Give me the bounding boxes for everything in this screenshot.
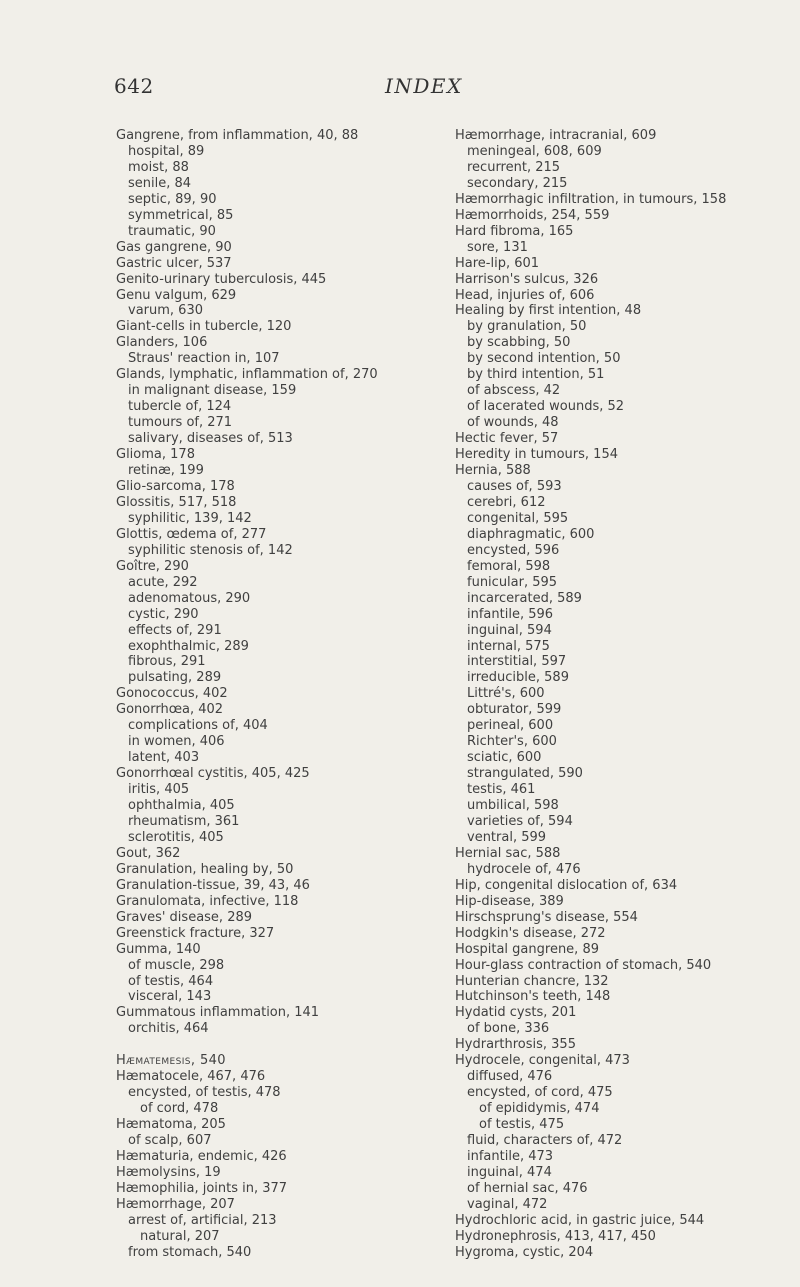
index-subentry: complications of, 404 bbox=[128, 718, 268, 734]
index-subentry: of testis, 464 bbox=[128, 973, 214, 989]
index-subentry: of cord, 478 bbox=[140, 1101, 219, 1117]
index-subentry: sore, 131 bbox=[467, 239, 528, 255]
index-subentry: Littré's, 600 bbox=[467, 686, 545, 702]
index-entry: Glossitis, 517, 518 bbox=[116, 494, 237, 510]
index-entry: Hare-lip, 601 bbox=[455, 255, 540, 271]
index-subentry: meningeal, 608, 609 bbox=[467, 143, 602, 159]
index-subentry: hydrocele of, 476 bbox=[467, 861, 581, 877]
index-subentry: perineal, 600 bbox=[467, 718, 554, 734]
index-subentry: sciatic, 600 bbox=[467, 750, 542, 766]
index-entry: Hectic fever, 57 bbox=[455, 431, 559, 447]
index-entry: Hæmatoma, 205 bbox=[116, 1117, 226, 1133]
index-subentry: effects of, 291 bbox=[128, 622, 222, 638]
index-entry: Gastric ulcer, 537 bbox=[116, 255, 232, 271]
index-subentry: infantile, 473 bbox=[467, 1149, 554, 1164]
index-entry: Hospital gangrene, 89 bbox=[455, 941, 599, 957]
index-entry: Glioma, 178 bbox=[116, 447, 195, 463]
index-subentry: inguinal, 594 bbox=[467, 622, 552, 638]
index-subentry: symmetrical, 85 bbox=[128, 207, 234, 223]
index-subentry: varieties of, 594 bbox=[467, 813, 573, 829]
index-entry: Genito-urinary tuberculosis, 445 bbox=[116, 271, 327, 287]
index-subentry: salivary, diseases of, 513 bbox=[128, 431, 293, 447]
index-column-right bbox=[455, 128, 795, 1261]
index-entry: Granulation-tissue, 39, 43, 46 bbox=[116, 877, 310, 893]
index-subentry: hospital, 89 bbox=[128, 143, 205, 159]
index-subentry: rheumatism, 361 bbox=[128, 813, 240, 829]
index-entry: Giant-cells in tubercle, 120 bbox=[116, 319, 292, 335]
index-subentry: pulsating, 289 bbox=[128, 670, 222, 686]
index-subentry: infantile, 596 bbox=[467, 606, 554, 622]
index-subentry: ophthalmia, 405 bbox=[128, 798, 235, 814]
index-entry: Granulation, healing by, 50 bbox=[116, 861, 294, 877]
index-subentry: inguinal, 474 bbox=[467, 1164, 552, 1180]
index-subentry: arrest of, artificial, 213 bbox=[128, 1212, 277, 1228]
index-subentry: funicular, 595 bbox=[467, 574, 558, 590]
index-subentry: of bone, 336 bbox=[467, 1021, 550, 1037]
index-entry: Hernia, 588 bbox=[455, 463, 531, 479]
index-subentry: in women, 406 bbox=[128, 734, 225, 750]
index-subentry: internal, 575 bbox=[467, 638, 550, 654]
index-entry: Hæmatemesis, 540 bbox=[116, 1053, 226, 1069]
index-entry: Granulomata, infective, 118 bbox=[116, 893, 299, 909]
index-entry: Hydrarthrosis, 355 bbox=[455, 1037, 576, 1053]
index-subentry: fluid, characters of, 472 bbox=[467, 1133, 623, 1149]
index-entry: Hydronephrosis, 413, 417, 450 bbox=[455, 1228, 656, 1244]
index-subentry: moist, 88 bbox=[128, 159, 189, 175]
index-subentry: of abscess, 42 bbox=[467, 383, 561, 399]
index-subentry: strangulated, 590 bbox=[467, 766, 583, 782]
index-subentry: syphilitic, 139, 142 bbox=[128, 510, 252, 526]
index-subentry: orchitis, 464 bbox=[128, 1021, 209, 1037]
index-entry: Hirschsprung's disease, 554 bbox=[455, 909, 638, 925]
index-subentry: incarcerated, 589 bbox=[467, 590, 582, 606]
index-subentry: femoral, 598 bbox=[467, 558, 551, 574]
index-entry: Head, injuries of, 606 bbox=[455, 287, 595, 303]
section-gap bbox=[116, 1037, 446, 1053]
index-subentry: umbilical, 598 bbox=[467, 798, 559, 814]
index-subentry: acute, 292 bbox=[128, 574, 198, 590]
index-column-left bbox=[116, 128, 446, 1261]
index-entry: Hard fibroma, 165 bbox=[455, 223, 574, 239]
index-entry: Hygroma, cystic, 204 bbox=[455, 1244, 594, 1260]
index-subentry: encysted, 596 bbox=[467, 542, 560, 558]
index-subentry: of wounds, 48 bbox=[467, 415, 559, 431]
index-subentry: of testis, 475 bbox=[479, 1117, 565, 1133]
index-entry: Healing by first intention, 48 bbox=[455, 303, 642, 319]
page-number: 642 bbox=[114, 74, 154, 98]
index-entry: Genu valgum, 629 bbox=[116, 287, 237, 303]
index-entry: Hydrocele, congenital, 473 bbox=[455, 1053, 630, 1069]
index-entry: Glottis, œdema of, 277 bbox=[116, 526, 267, 542]
index-subentry: by scabbing, 50 bbox=[467, 335, 571, 351]
index-subentry: traumatic, 90 bbox=[128, 223, 216, 239]
index-subentry: obturator, 599 bbox=[467, 702, 562, 718]
index-subentry: recurrent, 215 bbox=[467, 159, 561, 175]
index-subentry: vaginal, 472 bbox=[467, 1196, 548, 1212]
index-entry: Hip, congenital dislocation of, 634 bbox=[455, 877, 678, 893]
index-subentry: iritis, 405 bbox=[128, 782, 190, 798]
index-entry: Greenstick fracture, 327 bbox=[116, 925, 275, 941]
index-subentry: cerebri, 612 bbox=[467, 494, 546, 510]
index-subentry: irreducible, 589 bbox=[467, 670, 569, 686]
index-entry: Goître, 290 bbox=[116, 558, 189, 574]
index-subentry: of hernial sac, 476 bbox=[467, 1180, 588, 1196]
index-subentry: from stomach, 540 bbox=[128, 1244, 252, 1260]
index-subentry: of scalp, 607 bbox=[128, 1133, 212, 1149]
index-subentry: Straus' reaction in, 107 bbox=[128, 351, 280, 367]
index-entry: Hodgkin's disease, 272 bbox=[455, 925, 606, 941]
index-entry: Hæmophilia, joints in, 377 bbox=[116, 1180, 288, 1196]
index-entry: Hour-glass contraction of stomach, 540 bbox=[455, 957, 712, 973]
index-subentry: by granulation, 50 bbox=[467, 319, 587, 335]
index-entry: Hutchinson's teeth, 148 bbox=[455, 989, 611, 1005]
index-entry: Hæmolysins, 19 bbox=[116, 1165, 221, 1180]
index-entry: Gummatous inflammation, 141 bbox=[116, 1005, 320, 1021]
index-entry: Hæmaturia, endemic, 426 bbox=[116, 1149, 287, 1165]
index-entry: Hæmorrhagic infiltration, in tumours, 158 bbox=[455, 191, 727, 207]
index-entry: Hæmorrhoids, 254, 559 bbox=[455, 207, 610, 223]
index-subentry: causes of, 593 bbox=[467, 478, 562, 494]
index-subentry: syphilitic stenosis of, 142 bbox=[128, 542, 293, 558]
index-subentry: natural, 207 bbox=[140, 1228, 220, 1244]
index-subentry: of lacerated wounds, 52 bbox=[467, 399, 625, 415]
index-entry: Glanders, 106 bbox=[116, 335, 208, 351]
index-entry: Gonorrhœa, 402 bbox=[116, 702, 224, 718]
index-entry: Harrison's sulcus, 326 bbox=[455, 271, 599, 287]
index-subentry: interstitial, 597 bbox=[467, 654, 567, 670]
index-entry: Hæmorrhage, intracranial, 609 bbox=[455, 128, 657, 143]
index-entry: Gas gangrene, 90 bbox=[116, 239, 232, 255]
index-subentry: visceral, 143 bbox=[128, 989, 212, 1005]
index-subentry: secondary, 215 bbox=[467, 175, 568, 191]
index-subentry: tubercle of, 124 bbox=[128, 399, 232, 415]
running-title: INDEX bbox=[385, 74, 463, 98]
index-subentry: congenital, 595 bbox=[467, 510, 569, 526]
index-entry: Gout, 362 bbox=[116, 845, 181, 861]
index-subentry: adenomatous, 290 bbox=[128, 590, 251, 606]
index-entry: Hæmorrhage, 207 bbox=[116, 1196, 235, 1212]
index-entry: Hunterian chancre, 132 bbox=[455, 973, 609, 989]
index-entry: Hip-disease, 389 bbox=[455, 893, 564, 909]
page-header bbox=[0, 74, 800, 104]
index-subentry: ventral, 599 bbox=[467, 829, 547, 845]
index-subentry: latent, 403 bbox=[128, 750, 200, 766]
index-entry: Hæmatocele, 467, 476 bbox=[116, 1069, 266, 1085]
index-entry: Hernial sac, 588 bbox=[455, 845, 561, 861]
index-subentry: senile, 84 bbox=[128, 175, 192, 191]
index-subentry: diffused, 476 bbox=[467, 1069, 553, 1085]
index-subentry: testis, 461 bbox=[467, 782, 536, 798]
index-subentry: tumours of, 271 bbox=[128, 415, 233, 431]
index-subentry: retinæ, 199 bbox=[128, 463, 204, 479]
index-subentry: by third intention, 51 bbox=[467, 367, 605, 383]
index-subentry: in malignant disease, 159 bbox=[128, 383, 297, 399]
index-entry: Glio-sarcoma, 178 bbox=[116, 478, 235, 494]
index-subentry: cystic, 290 bbox=[128, 606, 199, 622]
index-entry: Hydatid cysts, 201 bbox=[455, 1005, 577, 1021]
index-subentry: exophthalmic, 289 bbox=[128, 638, 249, 654]
index-entry: Hydrochloric acid, in gastric juice, 544 bbox=[455, 1212, 705, 1228]
index-entry: Graves' disease, 289 bbox=[116, 909, 253, 925]
index-entry: Glands, lymphatic, inflammation of, 270 bbox=[116, 367, 378, 383]
index-entry: Gonorrhœal cystitis, 405, 425 bbox=[116, 766, 310, 782]
index-subentry: by second intention, 50 bbox=[467, 351, 621, 367]
index-subentry: encysted, of testis, 478 bbox=[128, 1085, 281, 1101]
index-entry: Gangrene, from inflammation, 40, 88 bbox=[116, 128, 359, 143]
index-subentry: fibrous, 291 bbox=[128, 654, 206, 670]
index-subentry: sclerotitis, 405 bbox=[128, 829, 224, 845]
index-entry: Gumma, 140 bbox=[116, 941, 201, 957]
index-subentry: Richter's, 600 bbox=[467, 734, 557, 750]
index-subentry: of epididymis, 474 bbox=[479, 1101, 600, 1117]
index-subentry: septic, 89, 90 bbox=[128, 191, 217, 207]
index-subentry: diaphragmatic, 600 bbox=[467, 526, 595, 542]
index-entry: Heredity in tumours, 154 bbox=[455, 447, 618, 463]
index-subentry: varum, 630 bbox=[128, 303, 203, 319]
index-subentry: of muscle, 298 bbox=[128, 957, 225, 973]
index-entry: Gonococcus, 402 bbox=[116, 686, 228, 702]
index-subentry: encysted, of cord, 475 bbox=[467, 1085, 613, 1101]
